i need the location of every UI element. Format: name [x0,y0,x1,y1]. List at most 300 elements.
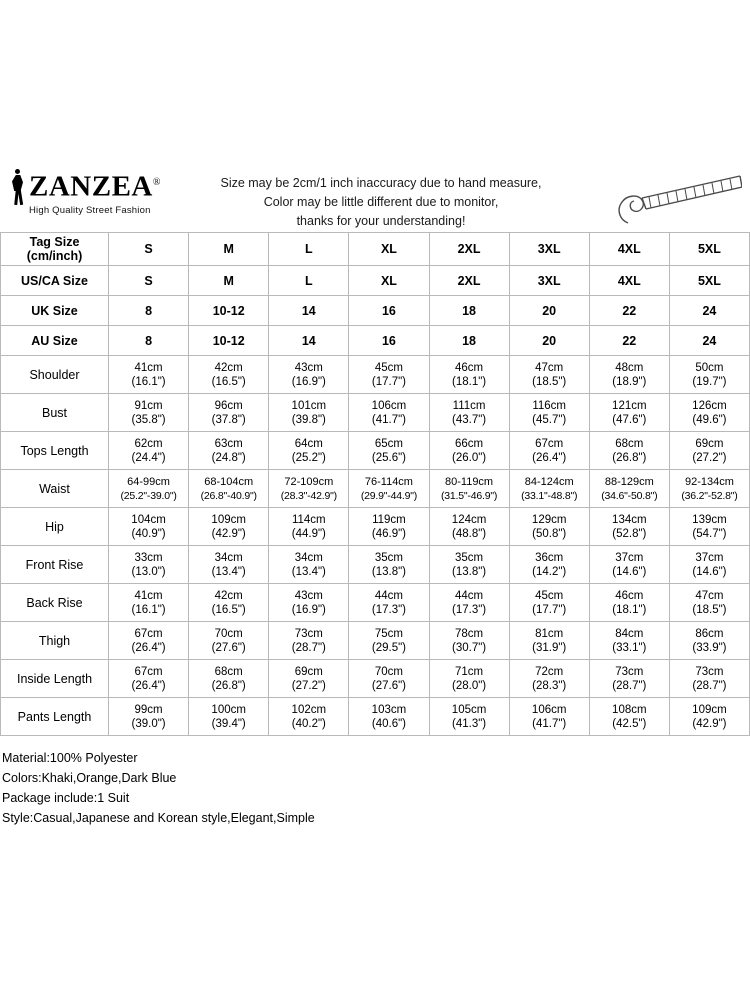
value-cm: 121cm [612,399,647,412]
table-row [1,356,750,394]
value-cm: 88-129cm [604,475,654,488]
value-cm: 48cm [615,361,644,374]
table-cell [349,584,429,622]
value-inch: (26.4") [532,451,567,464]
table-cell: 24 [669,296,749,326]
table-cell [349,546,429,584]
table-cell: XL [349,266,429,296]
value-inch: (13.8") [452,565,487,578]
value-inch: (14.6") [612,565,647,578]
value-cm: 50cm [695,361,724,374]
value-inch: (25.6") [371,451,406,464]
value-cm: 69cm [294,665,323,678]
table-cell: 24 [669,326,749,356]
measurement-notice [168,160,594,231]
table-cell [589,470,669,508]
value-inch: (40.6") [371,717,406,730]
value-cm: 68cm [615,437,644,450]
value-cm: 73cm [294,627,323,640]
table-cell [509,546,589,584]
value-inch: (26.0") [452,451,487,464]
table-cell: S [109,266,189,296]
value-inch: (28.0") [452,679,487,692]
detail-style: Style:Casual,Japanese and Korean style,Elegant,Simple [2,811,315,825]
value-cm: 91cm [134,399,163,412]
table-cell [189,660,269,698]
value-inch: (33.1") [612,641,647,654]
table-row [1,326,750,356]
value-inch: (33.1"-48.8") [521,489,578,502]
value-cm: 71cm [455,665,484,678]
product-details [0,736,750,828]
table-cell [669,546,749,584]
row-label: Tops Length [1,432,109,470]
table-cell [429,584,509,622]
brand-tagline: High Quality Street Fashion [29,205,151,216]
value-inch: (31.9") [532,641,567,654]
value-inch: (39.4") [211,717,246,730]
value-inch: (43.7") [452,413,487,426]
value-inch: (54.7") [692,527,727,540]
table-row [1,394,750,432]
value-inch: (34.6"-50.8") [601,489,658,502]
table-cell [349,432,429,470]
row-label: Waist [1,470,109,508]
value-cm: 134cm [612,513,647,526]
registered-trademark-icon: ® [152,177,161,188]
value-cm: 73cm [615,665,644,678]
value-inch: (40.9") [131,527,166,540]
row-label: UK Size [1,296,109,326]
value-inch: (26.4") [131,679,166,692]
value-cm: 129cm [531,513,567,526]
table-cell [669,698,749,736]
table-cell [109,432,189,470]
value-inch: (30.7") [452,641,487,654]
value-inch: (31.5"-46.9") [440,489,498,502]
value-cm: 109cm [211,513,246,526]
table-cell: 8 [109,296,189,326]
row-label: Tag Size (cm/inch) [1,233,109,266]
table-cell: 20 [509,296,589,326]
value-cm: 100cm [211,703,246,716]
table-cell: L [269,266,349,296]
value-cm: 35cm [455,551,484,564]
table-cell: 3XL [509,266,589,296]
value-cm: 124cm [451,513,487,526]
table-cell [189,432,269,470]
value-cm: 41cm [134,589,163,602]
table-cell: 22 [589,326,669,356]
value-inch: (35.8") [131,413,166,426]
table-cell [669,394,749,432]
row-label: AU Size [1,326,109,356]
table-row [1,622,750,660]
value-cm: 106cm [531,703,567,716]
row-label: Front Rise [1,546,109,584]
table-cell [509,508,589,546]
row-label: Bust [1,394,109,432]
value-cm: 37cm [695,551,724,564]
value-inch: (27.6") [211,641,246,654]
value-cm: 72-109cm [284,475,334,488]
value-cm: 75cm [374,627,403,640]
table-cell [429,622,509,660]
table-cell [589,356,669,394]
value-cm: 64-99cm [127,475,170,488]
table-cell [189,622,269,660]
value-cm: 62cm [134,437,163,450]
table-cell: 4XL [589,233,669,266]
table-cell: 5XL [669,266,749,296]
table-cell [109,394,189,432]
value-inch: (13.8") [371,565,406,578]
table-cell [349,698,429,736]
value-inch: (27.2") [291,679,326,692]
row-label: Thigh [1,622,109,660]
woman-silhouette-icon [8,168,28,206]
value-cm: 36cm [535,551,564,564]
table-cell [269,546,349,584]
table-cell [349,508,429,546]
table-cell [189,508,269,546]
value-cm: 43cm [294,361,323,374]
table-cell: 2XL [429,266,509,296]
table-cell [669,470,749,508]
table-cell [109,546,189,584]
table-cell [269,394,349,432]
value-inch: (18.5") [532,375,567,388]
table-cell [509,698,589,736]
notice-line-1: Size may be 2cm/1 inch inaccuracy due to hand measure, [220,176,542,190]
value-cm: 81cm [535,627,564,640]
value-inch: (16.5") [211,375,246,388]
table-cell: 10-12 [189,296,269,326]
table-cell: 14 [269,326,349,356]
value-inch: (42.9") [692,717,727,730]
value-inch: (25.2"-39.0") [120,489,177,502]
value-inch: (16.1") [131,603,166,616]
value-inch: (42.5") [612,717,647,730]
table-cell [589,698,669,736]
table-cell [669,584,749,622]
table-cell [669,508,749,546]
table-cell: 8 [109,326,189,356]
value-cm: 105cm [451,703,487,716]
value-inch: (13.4") [291,565,326,578]
row-label: Pants Length [1,698,109,736]
table-cell [189,356,269,394]
value-inch: (18.5") [692,603,727,616]
value-cm: 44cm [374,589,403,602]
value-inch: (48.8") [452,527,487,540]
value-cm: 46cm [455,361,484,374]
value-inch: (28.7") [692,679,727,692]
detail-material: Material:100% Polyester [2,751,138,765]
table-cell: 20 [509,326,589,356]
table-cell [669,660,749,698]
table-cell [589,508,669,546]
value-inch: (27.2") [692,451,727,464]
value-cm: 106cm [371,399,407,412]
table-cell: 3XL [509,233,589,266]
value-cm: 67cm [134,627,163,640]
brand-name [29,168,161,202]
table-cell [269,470,349,508]
value-cm: 35cm [374,551,403,564]
value-inch: (27.6") [371,679,406,692]
value-cm: 84-124cm [524,475,574,488]
table-row [1,698,750,736]
value-inch: (42.9") [211,527,246,540]
value-inch: (17.7") [532,603,567,616]
value-inch: (40.2") [291,717,326,730]
value-inch: (36.2"-52.8") [681,489,738,502]
value-inch: (14.6") [692,565,727,578]
value-cm: 99cm [134,703,163,716]
table-row [1,584,750,622]
table-cell [509,356,589,394]
table-cell: M [189,266,269,296]
value-inch: (16.9") [291,375,326,388]
value-cm: 42cm [214,589,243,602]
brand-name-text: ZANZEA [29,170,153,203]
table-cell [269,660,349,698]
table-row [1,470,750,508]
table-cell [509,622,589,660]
notice-line-3: thanks for your understanding! [296,214,466,228]
value-inch: (29.9"-44.9") [360,489,418,502]
row-label: Back Rise [1,584,109,622]
table-row [1,546,750,584]
table-cell [269,356,349,394]
brand-logo [8,160,168,216]
table-cell [429,432,509,470]
value-inch: (24.8") [211,451,246,464]
table-cell [189,546,269,584]
size-table-body [1,233,750,736]
table-cell [269,508,349,546]
value-inch: (26.8") [612,451,647,464]
table-cell: 18 [429,296,509,326]
table-cell [269,698,349,736]
chart-header [0,160,750,232]
value-inch: (39.8") [291,413,326,426]
value-cm: 126cm [692,399,727,412]
value-inch: (50.8") [532,527,567,540]
table-cell: 14 [269,296,349,326]
value-cm: 37cm [615,551,644,564]
value-cm: 78cm [455,627,484,640]
table-cell: 5XL [669,233,749,266]
value-cm: 116cm [532,399,567,412]
value-cm: 92-134cm [684,475,734,488]
value-cm: 68cm [214,665,243,678]
table-cell [429,546,509,584]
table-cell [349,394,429,432]
table-cell [109,508,189,546]
table-cell: L [269,233,349,266]
value-inch: (19.7") [692,375,727,388]
value-cm: 41cm [134,361,163,374]
value-cm: 111cm [452,399,486,412]
table-row [1,233,750,266]
table-row [1,508,750,546]
value-inch: (16.5") [211,603,246,616]
value-inch: (37.8") [211,413,246,426]
table-cell [589,546,669,584]
size-chart-sheet [0,160,750,828]
table-cell [189,584,269,622]
value-cm: 47cm [535,361,564,374]
value-inch: (41.3") [452,717,487,730]
table-cell [429,356,509,394]
value-inch: (28.3") [532,679,567,692]
table-cell: 18 [429,326,509,356]
value-inch: (28.7") [612,679,647,692]
value-cm: 108cm [612,703,647,716]
value-inch: (13.4") [211,565,246,578]
table-cell [109,660,189,698]
value-inch: (26.4") [131,641,166,654]
value-cm: 119cm [372,513,406,526]
value-cm: 64cm [294,437,323,450]
table-cell: 2XL [429,233,509,266]
value-cm: 103cm [371,703,407,716]
table-cell [589,660,669,698]
value-inch: (28.3"-42.9") [280,489,337,502]
value-inch: (17.3") [371,603,406,616]
notice-line-2: Color may be little different due to monitor, [263,195,499,209]
table-cell [349,660,429,698]
table-cell [349,470,429,508]
row-label: US/CA Size [1,266,109,296]
row-label: Inside Length [1,660,109,698]
table-cell [109,356,189,394]
table-cell [189,394,269,432]
value-inch: (28.7") [291,641,326,654]
value-cm: 47cm [695,589,724,602]
value-cm: 33cm [134,551,163,564]
table-cell [589,394,669,432]
value-cm: 63cm [214,437,243,450]
table-cell [109,470,189,508]
value-inch: (24.4") [131,451,166,464]
value-cm: 65cm [374,437,403,450]
value-cm: 101cm [291,399,327,412]
table-cell [429,470,509,508]
value-cm: 67cm [535,437,564,450]
value-inch: (18.1") [452,375,487,388]
value-cm: 86cm [695,627,724,640]
table-cell [429,508,509,546]
value-inch: (25.2") [291,451,326,464]
table-cell [429,660,509,698]
value-inch: (18.9") [612,375,647,388]
table-cell: M [189,233,269,266]
table-cell: 16 [349,296,429,326]
value-inch: (26.8") [211,679,246,692]
value-cm: 44cm [455,589,484,602]
value-inch: (18.1") [612,603,647,616]
value-inch: (49.6") [692,413,727,426]
value-cm: 104cm [131,513,166,526]
value-cm: 34cm [294,551,323,564]
value-inch: (29.5") [371,641,406,654]
value-cm: 72cm [535,665,564,678]
table-cell [109,584,189,622]
table-cell: 16 [349,326,429,356]
value-cm: 139cm [692,513,727,526]
table-cell [429,394,509,432]
table-cell [109,622,189,660]
value-cm: 109cm [692,703,727,716]
value-cm: 70cm [214,627,243,640]
value-inch: (16.1") [131,375,166,388]
table-row [1,432,750,470]
table-cell [189,698,269,736]
detail-colors: Colors:Khaki,Orange,Dark Blue [2,771,177,785]
table-cell [189,470,269,508]
table-cell: XL [349,233,429,266]
table-cell [429,698,509,736]
value-inch: (46.9") [371,527,406,540]
value-inch: (52.8") [612,527,647,540]
table-cell: 22 [589,296,669,326]
row-label: Shoulder [1,356,109,394]
table-cell [269,584,349,622]
table-cell: 10-12 [189,326,269,356]
table-cell [669,432,749,470]
value-cm: 42cm [214,361,243,374]
table-cell [109,698,189,736]
table-cell [509,584,589,622]
value-inch: (13.0") [131,565,166,578]
value-inch: (47.6") [612,413,647,426]
table-row [1,296,750,326]
table-cell: 4XL [589,266,669,296]
table-cell [589,622,669,660]
value-cm: 69cm [695,437,724,450]
table-cell [269,622,349,660]
value-inch: (45.7") [532,413,567,426]
value-inch: (26.8"-40.9") [200,489,257,502]
table-cell [509,432,589,470]
table-cell [509,394,589,432]
value-inch: (33.9") [692,641,727,654]
table-row [1,266,750,296]
value-cm: 67cm [134,665,163,678]
value-inch: (17.3") [452,603,487,616]
detail-package: Package include:1 Suit [2,791,130,805]
value-inch: (14.2") [532,565,567,578]
table-cell [589,584,669,622]
value-cm: 70cm [374,665,403,678]
value-cm: 96cm [214,399,243,412]
measuring-tape-icon [594,160,744,235]
value-cm: 68-104cm [204,475,254,488]
row-label: Hip [1,508,109,546]
value-cm: 34cm [214,551,243,564]
value-cm: 45cm [535,589,564,602]
value-cm: 76-114cm [364,475,413,488]
table-row [1,660,750,698]
value-inch: (16.9") [291,603,326,616]
value-cm: 114cm [291,513,326,526]
value-cm: 45cm [374,361,403,374]
value-inch: (41.7") [532,717,567,730]
value-cm: 102cm [291,703,327,716]
